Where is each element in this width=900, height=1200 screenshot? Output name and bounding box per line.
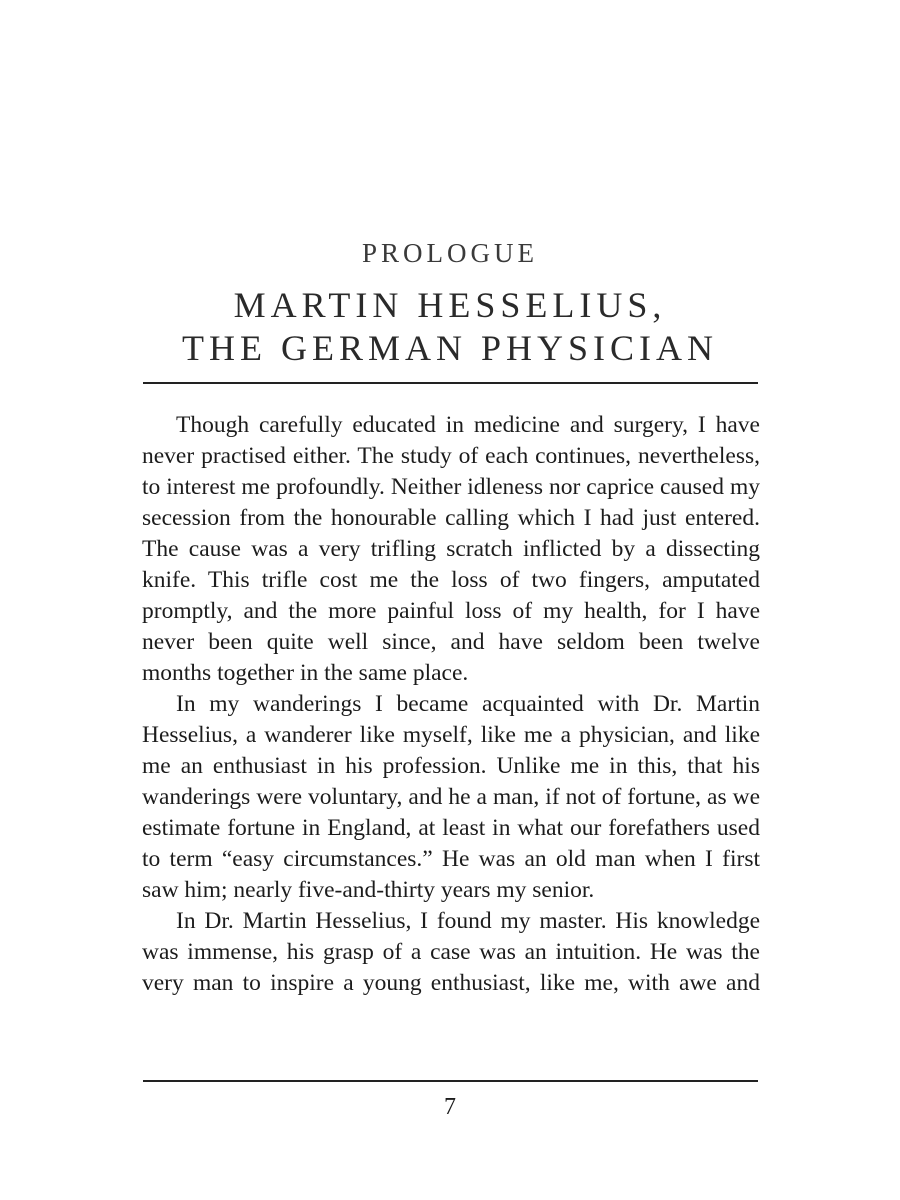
paragraph: In Dr. Martin Hesselius, I found my master. His knowledge was immense, his grasp of a case was an intuition. He was the very man to inspire a young enthusiast, like me, with awe and [142,908,760,996]
chapter-title-line-2: THE GERMAN PHYSICIAN [181,328,718,368]
chapter-title [0,284,900,370]
chapter-title-line-1: MARTIN HESSELIUS, [233,285,667,325]
chapter-label: PROLOGUE [361,238,538,268]
page-number: 7 [444,1094,456,1120]
bottom-rule [143,1080,758,1082]
paragraph: Though carefully educated in medicine and surgery, I have never practised either. The study of each continues, nevertheless, to interest me profoundly. Neither idleness nor caprice caused my secession from the honourable calling which I had just entered. The cause was a very trifling scratch inflicted by a dissecting knife. This trifle cost me the loss of two fingers, amputated promptly, and the more painful loss of my health, for I have never been quite well since, and have seldom been twelve months together in the same place. [142,412,760,686]
body-text [142,410,760,999]
paragraph: In my wanderings I became acquainted with Dr. Martin Hesselius, a wanderer like myself, like me a physician, and like me an enthusiast in his profession. Unlike me in this, that his wanderings were voluntary, and he a man, if not of fortune, as we estimate fortune in England, at least in what our forefathers used to term “easy circumstances.” He was an old man when I first saw him; nearly five-and-thirty years my senior. [142,691,760,903]
top-rule [143,382,758,384]
